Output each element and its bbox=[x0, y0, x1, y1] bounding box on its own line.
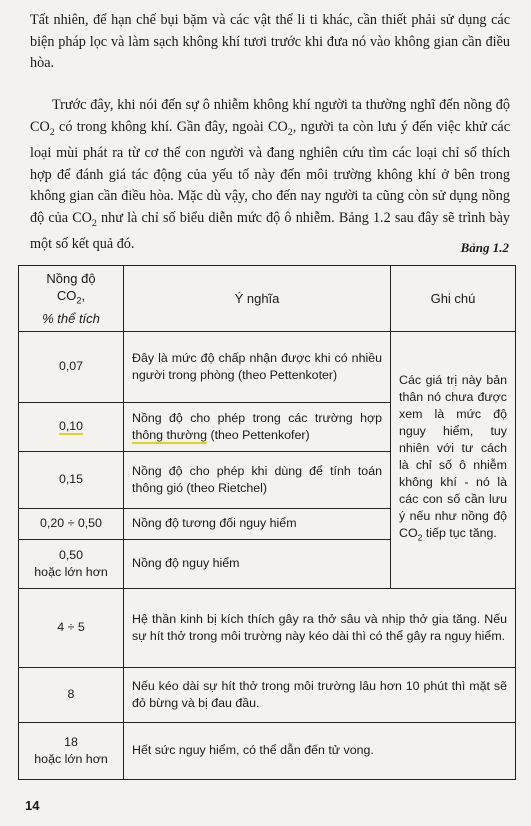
header-meaning: Ý nghĩa bbox=[124, 266, 391, 332]
subscript: 2 bbox=[417, 532, 423, 543]
cell-concentration bbox=[19, 722, 124, 779]
cell-meaning: Hệ thần kinh bị kích thích gây ra thở sâu và nhịp thở gia tăng. Nếu sự hít thở trong môi trường này kéo dài thì có thể gây ra nguy hiểm. bbox=[124, 588, 516, 667]
table-row bbox=[19, 588, 516, 667]
subscript: 2 bbox=[49, 126, 55, 138]
table-header-row bbox=[19, 266, 516, 332]
paragraph-text: Trước đây, khi nói đến sự ô nhiễm không khí người ta thường nghĩ đến nồng độ CO bbox=[30, 97, 510, 135]
cell-meaning: Nếu kéo dài sự hít thở trong môi trường lâu hơn 10 phút thì mặt sẽ đỏ bừng và bị đau đầu. bbox=[124, 667, 516, 722]
conc-line: 0,50 bbox=[58, 547, 84, 562]
header-concentration bbox=[19, 266, 124, 332]
paragraph-filtering: Tất nhiên, để hạn chế bụi bặm và các vật thể li ti khác, cần thiết phải sử dụng các biện pháp lọc và làm sạch không khí tươi trước khi đưa nó vào không gian cần điều hòa. bbox=[30, 12, 510, 72]
highlight-mark: thông thường bbox=[132, 427, 207, 442]
cell-concentration: 0,15 bbox=[19, 451, 124, 508]
note-text-end: tiếp tục tăng. bbox=[422, 526, 497, 541]
cell-concentration: 0,20 ÷ 0,50 bbox=[19, 508, 124, 539]
paragraph-text: , người ta còn lưu ý đến việc khử các loại mùi phát ra từ cơ thể con người và đang nghiên cứu tìm các loại chỉ số thích hợp để đánh giá tác động của yếu tố này đến môi trường không khí ở bên trong không gian cần điều hòa. Mặc dù vậy, cho đến nay người ta cũng còn sử dụng nồng độ của CO bbox=[30, 118, 510, 226]
paragraph-text: như là chỉ số biểu diễn mức độ ô nhiễm. Bảng 1.2 sau đây sẽ trình bày một số kết quả đó. bbox=[30, 209, 510, 253]
meaning-text: Nồng độ cho phép trong các trường hợp bbox=[132, 410, 382, 425]
header-conc-line1: Nồng độ bbox=[46, 271, 96, 286]
table-row bbox=[19, 331, 516, 402]
table-row bbox=[19, 722, 516, 779]
cell-concentration bbox=[19, 402, 124, 451]
co2-table bbox=[18, 265, 516, 780]
cell-meaning: Nồng độ cho phép khi dùng để tính toán thông gió (theo Rietchel) bbox=[124, 451, 391, 508]
cell-concentration: 8 bbox=[19, 667, 124, 722]
conc-line: hoặc lớn hơn bbox=[34, 751, 108, 766]
highlight-mark: 0,10 bbox=[58, 419, 84, 434]
cell-meaning: Hết sức nguy hiểm, có thể dẫn đến tử vong. bbox=[124, 722, 516, 779]
cell-concentration bbox=[19, 539, 124, 588]
cell-meaning: Nồng độ nguy hiểm bbox=[124, 539, 391, 588]
page-number: 14 bbox=[25, 798, 40, 813]
header-conc-co2 bbox=[27, 287, 115, 310]
header-co: CO bbox=[56, 288, 77, 303]
subscript: 2 bbox=[76, 295, 82, 306]
paragraph-co2-pollution bbox=[30, 95, 510, 256]
cell-meaning bbox=[124, 402, 391, 451]
cell-note bbox=[391, 331, 516, 588]
meaning-text: (theo Pettenkofer) bbox=[207, 427, 310, 442]
header-comma: , bbox=[81, 288, 86, 303]
cell-meaning: Đây là mức độ chấp nhận được khi có nhiều người trong phòng (theo Pettenkoter) bbox=[124, 331, 391, 402]
cell-meaning: Nồng độ tương đối nguy hiểm bbox=[124, 508, 391, 539]
subscript: 2 bbox=[287, 126, 293, 138]
cell-concentration: 0,07 bbox=[19, 331, 124, 402]
cell-concentration: 4 ÷ 5 bbox=[19, 588, 124, 667]
note-text: Các giá trị này bản thân nó chưa được xem là mức độ nguy hiểm, tuy nhiên với tư cách là chỉ số ô nhiễm không khí - nó là các con số cần lưu ý nếu như nồng độ CO bbox=[399, 373, 507, 541]
subscript: 2 bbox=[91, 217, 97, 229]
paragraph-text: có trong không khí. Gần đây, ngoài CO bbox=[54, 118, 288, 135]
table-row bbox=[19, 667, 516, 722]
header-conc-unit: % thể tích bbox=[42, 310, 100, 326]
table-caption: Bảng 1.2 bbox=[460, 240, 509, 255]
conc-line: hoặc lớn hơn bbox=[34, 564, 108, 579]
header-note: Ghi chú bbox=[391, 266, 516, 332]
conc-line: 18 bbox=[64, 734, 78, 749]
